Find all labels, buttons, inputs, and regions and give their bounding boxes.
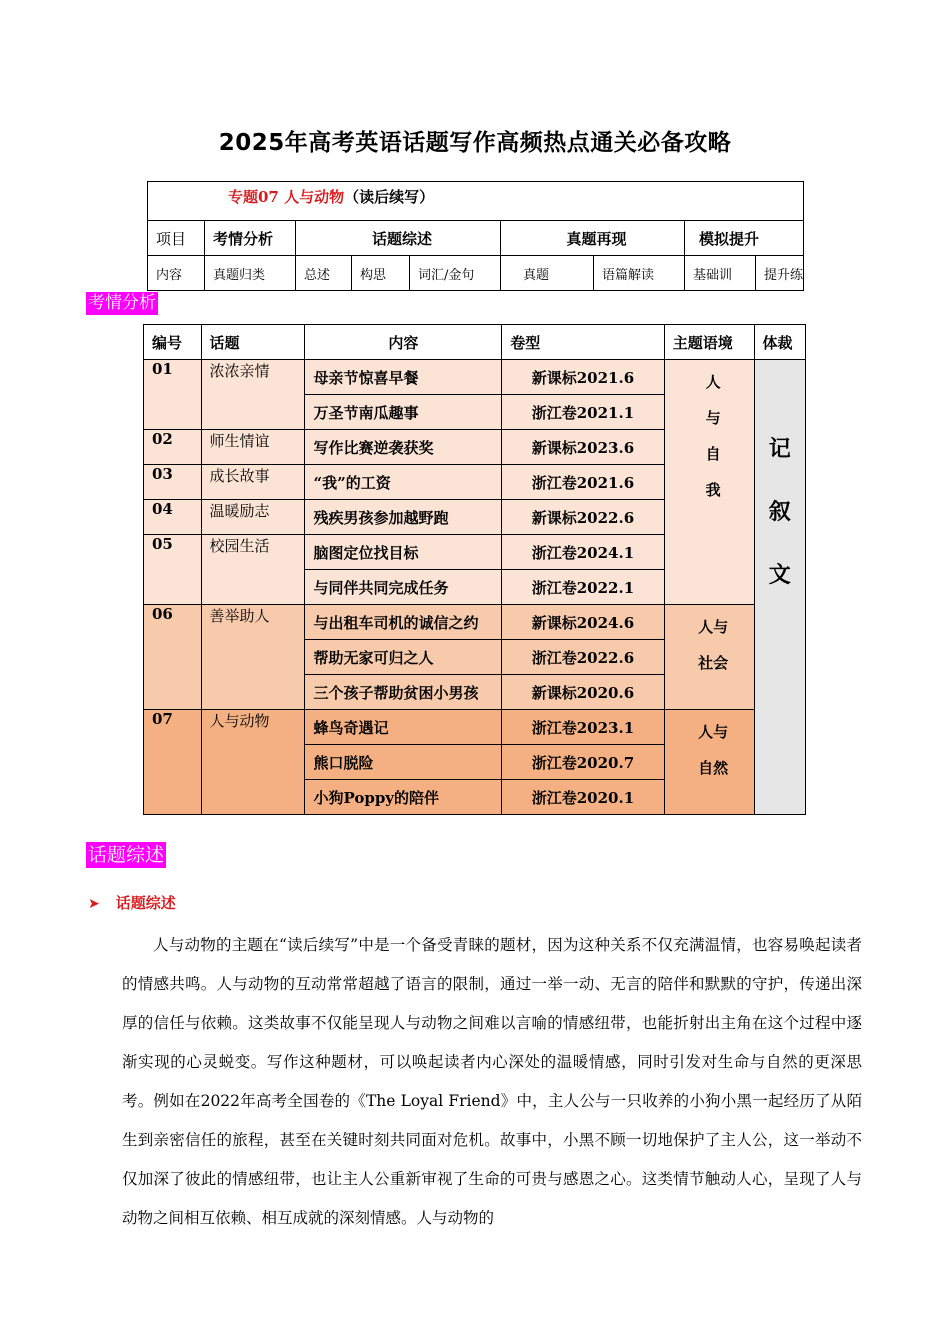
row2-overview: 话题综述 <box>296 221 501 256</box>
context-char: 自然 <box>698 759 729 777</box>
row-paper: 新课标2021.6 <box>502 360 664 395</box>
row-content: “我”的工资 <box>305 465 502 500</box>
row3-cell: 真题 <box>501 256 594 291</box>
row-paper: 新课标2024.6 <box>502 605 664 640</box>
row-topic: 浓浓亲情 <box>201 360 305 430</box>
row3-cell: 构思 <box>352 256 410 291</box>
row-content: 三个孩子帮助贫困小男孩 <box>305 675 502 710</box>
genre-char: 记 <box>768 436 791 462</box>
row-paper: 浙江卷2021.1 <box>502 395 664 430</box>
row-content: 写作比赛逆袭获奖 <box>305 430 502 465</box>
row-number: 07 <box>144 710 202 815</box>
row-content: 与出租车司机的诚信之约 <box>305 605 502 640</box>
row-content: 蜂鸟奇遇记 <box>305 710 502 745</box>
row-topic: 温暖励志 <box>201 500 305 535</box>
header-cell: 内容 <box>305 325 502 360</box>
context-char: 自 <box>705 445 721 463</box>
header-cell: 主题语境 <box>664 325 754 360</box>
row-topic: 师生情谊 <box>201 430 305 465</box>
page-title: 2025年高考英语话题写作高频热点通关必备攻略 <box>218 130 732 156</box>
bullet-label: 话题综述 <box>115 894 176 912</box>
context-char: 我 <box>705 481 721 499</box>
row-content: 帮助无家可归之人 <box>305 640 502 675</box>
header-cell: 编号 <box>144 325 202 360</box>
context-char: 人与 <box>698 618 729 636</box>
row3-cell: 基础训 <box>685 256 756 291</box>
header-cell: 体裁 <box>754 325 805 360</box>
row-paper: 新课标2020.6 <box>502 675 664 710</box>
bullet-heading <box>88 892 176 913</box>
row-paper: 浙江卷2022.1 <box>502 570 664 605</box>
row-content: 脑图定位找目标 <box>305 535 502 570</box>
header-cell: 话题 <box>201 325 305 360</box>
row-paper: 浙江卷2023.1 <box>502 710 664 745</box>
row2-item: 项目 <box>148 221 205 256</box>
row-topic: 成长故事 <box>201 465 305 500</box>
analysis-table <box>143 324 806 815</box>
row-paper: 新课标2022.6 <box>502 500 664 535</box>
row-paper: 浙江卷2021.6 <box>502 465 664 500</box>
row-content: 与同伴共同完成任务 <box>305 570 502 605</box>
row3-cell: 总述 <box>296 256 352 291</box>
context-char: 人与 <box>698 723 729 741</box>
row-paper: 浙江卷2024.1 <box>502 535 664 570</box>
row3-cell: 词汇/金句 <box>410 256 501 291</box>
row-number: 01 <box>144 360 202 430</box>
row-number: 06 <box>144 605 202 710</box>
section-tag-analysis: 考情分析 <box>88 293 156 313</box>
topic-subtitle: （读后续写） <box>344 188 435 206</box>
arrow-bullet-icon: ➤ <box>88 896 100 912</box>
row2-mock: 模拟提升 <box>685 221 804 256</box>
genre-char: 叙 <box>768 499 791 525</box>
row-number: 05 <box>144 535 202 605</box>
row-paper: 浙江卷2022.6 <box>502 640 664 675</box>
context-char: 人 <box>705 373 721 391</box>
context-self <box>664 360 754 605</box>
topic-title: 专题07 人与动物 <box>228 188 345 206</box>
row-paper: 浙江卷2020.1 <box>502 780 664 815</box>
row-topic: 人与动物 <box>201 710 305 815</box>
context-char: 社会 <box>698 654 729 672</box>
row-topic: 善举助人 <box>201 605 305 710</box>
context-society <box>664 605 754 710</box>
row3-cell: 真题归类 <box>205 256 296 291</box>
row-number: 03 <box>144 465 202 500</box>
section-tag-overview: 话题综述 <box>88 844 165 866</box>
row3-cell: 语篇解读 <box>594 256 685 291</box>
topic-cell <box>148 182 804 221</box>
row2-real: 真题再现 <box>501 221 685 256</box>
row-topic: 校园生活 <box>201 535 305 605</box>
genre-cell <box>754 360 805 815</box>
genre-char: 文 <box>768 562 791 588</box>
row-content: 母亲节惊喜早餐 <box>305 360 502 395</box>
row2-analysis: 考情分析 <box>205 221 296 256</box>
row-content: 万圣节南瓜趣事 <box>305 395 502 430</box>
row3-cell: 内容 <box>148 256 205 291</box>
row-number: 02 <box>144 430 202 465</box>
row-content: 残疾男孩参加越野跑 <box>305 500 502 535</box>
row-number: 04 <box>144 500 202 535</box>
header-cell: 卷型 <box>502 325 664 360</box>
row-paper: 新课标2023.6 <box>502 430 664 465</box>
overview-table <box>147 181 804 291</box>
row-content: 熊口脱险 <box>305 745 502 780</box>
row-paper: 浙江卷2020.7 <box>502 745 664 780</box>
row3-cell: 提升练 <box>756 256 804 291</box>
body-paragraph: 人与动物的主题在“读后续写”中是一个备受青睐的题材，因为这种关系不仅充满温情，也容易唤起读者的情感共鸣。人与动物的互动常常超越了语言的限制，通过一举一动、无言的陪伴和默默的守护，传递出深厚的信任与依赖。这类故事不仅能呈现人与动物之间难以言喻的情感纽带，也能折射出主角在这个过程中逐渐实现的心灵蜕变。写作这种题材，可以唤起读者内心深处的温暖情感，同时引发对生命与自然的更深思考。例如在2022年高考全国卷的《The Loyal Friend》中，主人公与一只收养的小狗小黑一起经历了从陌生到亲密信任的旅程，甚至在关键时刻共同面对危机。故事中，小黑不顾一切地保护了主人公，这一举动不仅加深了彼此的情感纽带，也让主人公重新审视了生命的可贵与感恩之心。这类情节触动人心，呈现了人与动物之间相互依赖、相互成就的深刻情感。人与动物的 <box>122 936 862 1227</box>
row-content: 小狗Poppy的陪伴 <box>305 780 502 815</box>
context-char: 与 <box>705 409 721 427</box>
context-nature <box>664 710 754 815</box>
